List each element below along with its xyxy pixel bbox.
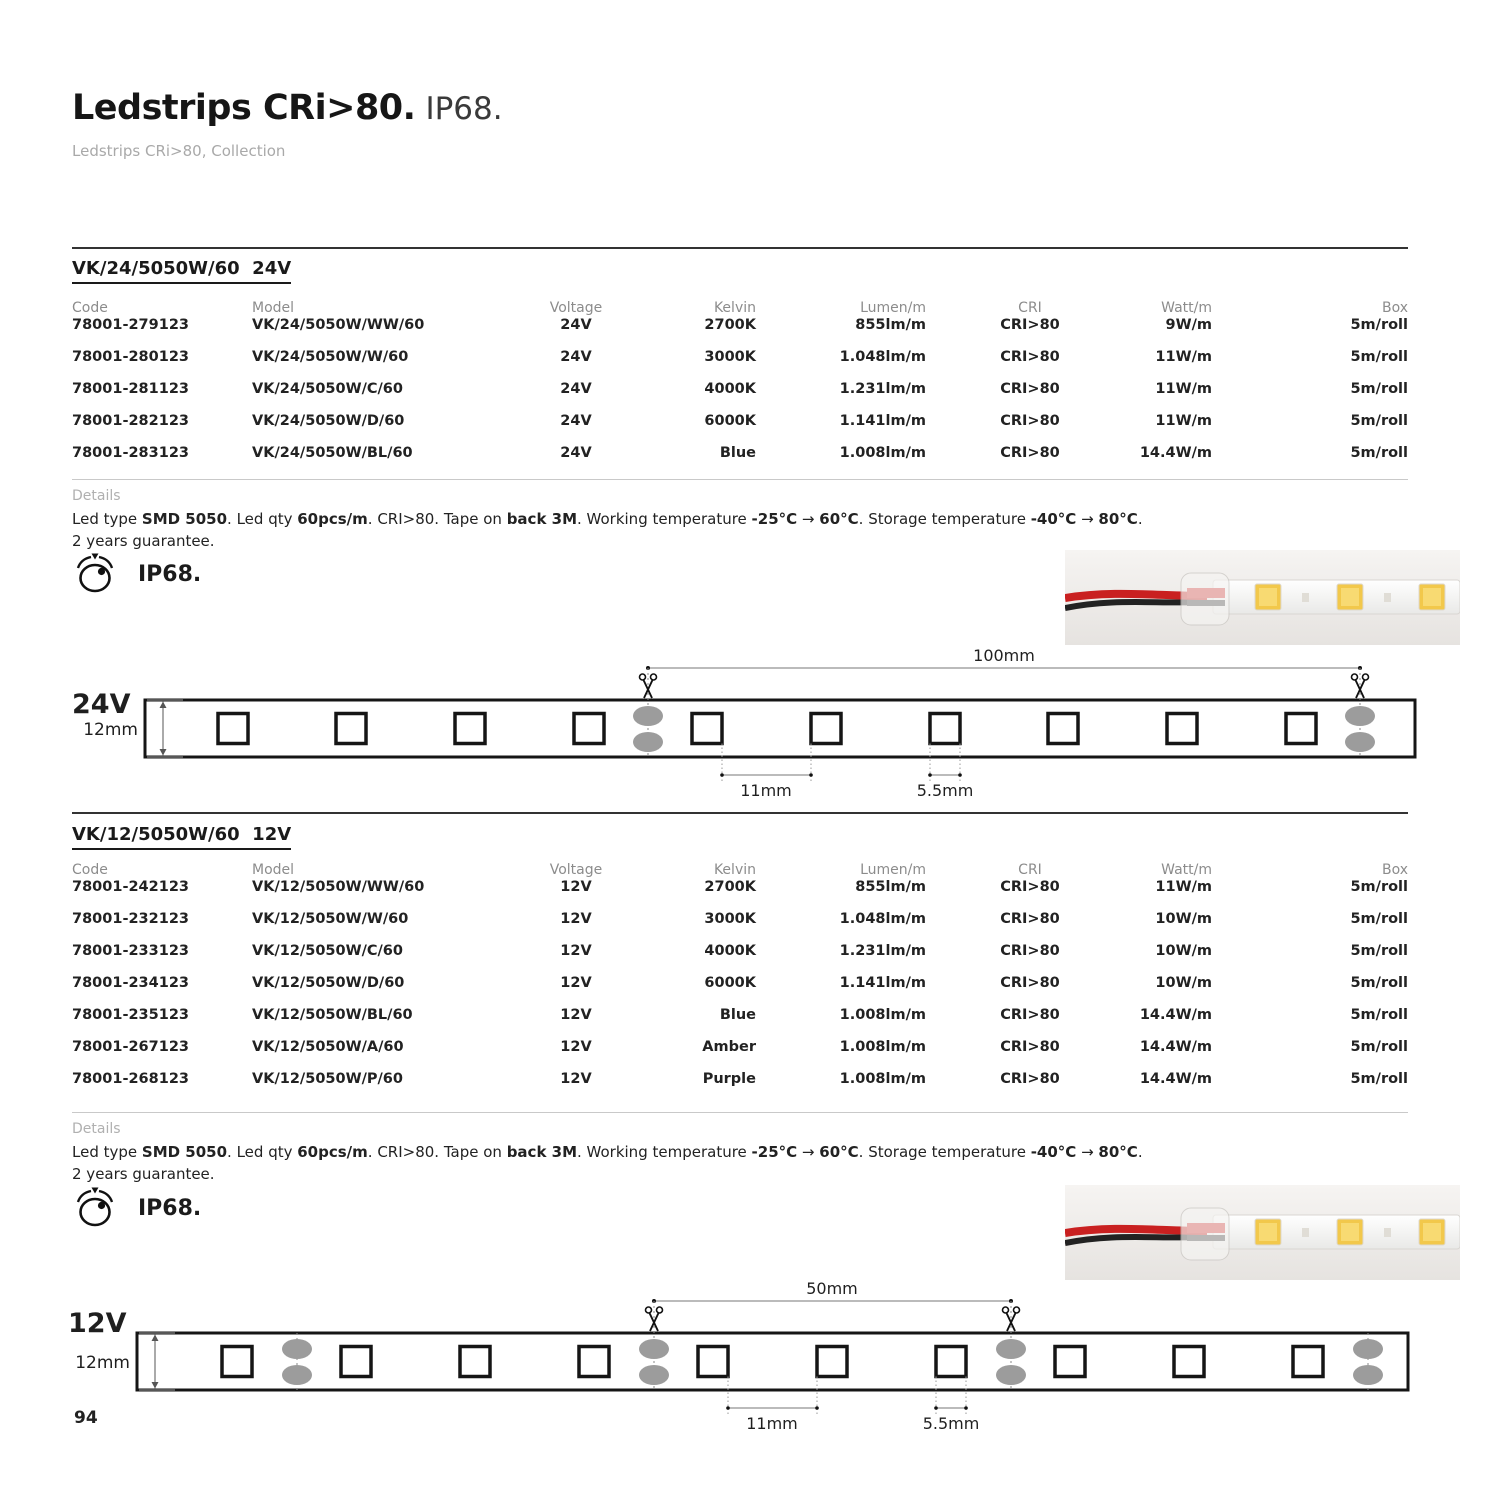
table-cell: Purple xyxy=(702,1071,756,1087)
table-cell: Lumen/m xyxy=(860,862,926,878)
table-cell: 3000K xyxy=(704,911,756,927)
scissors-icon xyxy=(651,674,657,680)
details-text-plain: . Working temperature xyxy=(577,510,752,528)
table-cell: 12V xyxy=(560,975,592,991)
table-cell: 5m/roll xyxy=(1350,1071,1408,1087)
table-cell: CRI>80 xyxy=(1000,1039,1060,1055)
table-row xyxy=(72,381,1408,413)
led-width-label: 5.5mm xyxy=(916,781,974,800)
details-text-bold: SMD 5050 xyxy=(141,510,228,528)
led-chip-outline xyxy=(692,714,722,744)
details-text-bold: back 3M xyxy=(506,510,577,528)
details-block-24v xyxy=(72,488,1332,552)
table-cell: Box xyxy=(1381,862,1408,878)
table-cell: 1.141lm/m xyxy=(839,975,926,991)
table-cell: CRI>80 xyxy=(1000,317,1060,333)
table-cell: Lumen/m xyxy=(860,300,926,316)
table-cell: VK/12/5050W/D/60 xyxy=(252,975,405,991)
table-cell: 1.008lm/m xyxy=(839,1039,926,1055)
table-cell: 11W/m xyxy=(1155,879,1212,895)
ip-rating-row-12v xyxy=(70,1186,201,1230)
details-text-plain: . Led qty xyxy=(227,510,298,528)
table-cell: 1.231lm/m xyxy=(839,943,926,959)
solder-pad xyxy=(282,1339,312,1359)
strip-diagram-12v xyxy=(0,1278,1500,1443)
led-chip-outline xyxy=(930,714,960,744)
table-cell: 5m/roll xyxy=(1350,879,1408,895)
table-cell: 3000K xyxy=(704,349,756,365)
product-photo-12v xyxy=(1065,1185,1460,1280)
dim-end-dot xyxy=(809,773,813,777)
table-cell: 10W/m xyxy=(1155,943,1212,959)
led-chip-outline xyxy=(1167,714,1197,744)
table-cell: Voltage xyxy=(549,862,603,878)
table-cell: 855lm/m xyxy=(855,879,926,895)
scissors-icon xyxy=(1003,1307,1009,1313)
details-text-bold: -40°C xyxy=(1030,510,1077,528)
solder-pad xyxy=(639,1339,669,1359)
table-row xyxy=(72,943,1408,975)
led-chip-outline xyxy=(936,1347,966,1377)
table-cell: 24V xyxy=(560,317,592,333)
details-text-plain: . Led qty xyxy=(227,1143,298,1161)
details-label: Details xyxy=(72,488,121,504)
table-cell: CRI xyxy=(1018,300,1042,316)
led-chip-outline xyxy=(574,714,604,744)
details-text-bold: 80°C xyxy=(1098,1143,1138,1161)
table-cell: CRI>80 xyxy=(1000,381,1060,397)
table-cell: 6000K xyxy=(704,975,756,991)
section-divider xyxy=(72,812,1408,814)
led-chip-outline xyxy=(336,714,366,744)
dim-end-dot xyxy=(964,1406,968,1410)
solder-pad xyxy=(1353,1365,1383,1385)
table-cell: 2700K xyxy=(704,317,756,333)
table-cell: VK/12/5050W/BL/60 xyxy=(252,1007,413,1023)
table-cell: Kelvin xyxy=(713,862,756,878)
table-cell: CRI>80 xyxy=(1000,911,1060,927)
details-text-plain: . CRI>80. Tape on xyxy=(367,510,507,528)
table-cell: 78001-242123 xyxy=(72,879,189,895)
led-width-label: 5.5mm xyxy=(922,1414,980,1433)
led-chip-outline xyxy=(817,1347,847,1377)
table-cell: 12V xyxy=(560,879,592,895)
table-cell: 6000K xyxy=(704,413,756,429)
table-cell: 4000K xyxy=(704,943,756,959)
table-cell: 24V xyxy=(560,381,592,397)
table-cell: CRI>80 xyxy=(1000,879,1060,895)
table-cell: Voltage xyxy=(549,300,603,316)
table-cell: 12V xyxy=(560,1039,592,1055)
table-cell: 24V xyxy=(560,445,592,461)
scissors-icon xyxy=(646,1307,652,1313)
table-cell: 78001-281123 xyxy=(72,381,189,397)
table-row xyxy=(72,349,1408,381)
table-cell: 9W/m xyxy=(1165,317,1212,333)
ip-rating-row-24v xyxy=(70,552,201,596)
details-guarantee: 2 years guarantee. xyxy=(72,532,215,550)
led-chip-outline xyxy=(341,1347,371,1377)
led-chip-outline xyxy=(579,1347,609,1377)
table-cell: 24V xyxy=(560,413,592,429)
table-cell: 12V xyxy=(560,1007,592,1023)
scissors-icon xyxy=(1352,674,1358,680)
section-heading-12v: VK/12/5050W/60 12V xyxy=(72,824,291,850)
table-row xyxy=(72,317,1408,349)
led-chip-outline xyxy=(218,714,248,744)
strip-diagram-24v xyxy=(0,645,1500,810)
table-cell: Watt/m xyxy=(1161,862,1212,878)
table-cell: 5m/roll xyxy=(1350,317,1408,333)
waterproof-knob-icon xyxy=(70,1186,120,1230)
solder-pad xyxy=(1345,706,1375,726)
table-cell: 78001-283123 xyxy=(72,445,189,461)
table-cell: 5m/roll xyxy=(1350,975,1408,991)
page-number: 94 xyxy=(74,1408,98,1428)
table-cell: 4000K xyxy=(704,381,756,397)
table-cell: 14.4W/m xyxy=(1139,1007,1212,1023)
table-cell: 1.141lm/m xyxy=(839,413,926,429)
led-gap-label: 11mm xyxy=(740,781,792,800)
details-text-bold: 60pcs/m xyxy=(297,510,368,528)
details-text-plain: → xyxy=(797,510,820,528)
table-cell: 2700K xyxy=(704,879,756,895)
table-cell: CRI>80 xyxy=(1000,975,1060,991)
details-text xyxy=(72,508,1332,530)
led-chip-outline xyxy=(698,1347,728,1377)
table-cell: 5m/roll xyxy=(1350,381,1408,397)
table-row xyxy=(72,1071,1408,1103)
details-text-plain: . CRI>80. Tape on xyxy=(367,1143,507,1161)
details-text-plain: . Storage temperature xyxy=(858,510,1031,528)
table-cell: 1.008lm/m xyxy=(839,445,926,461)
page-title xyxy=(72,88,503,128)
table-row xyxy=(72,1007,1408,1039)
table-cell: 1.048lm/m xyxy=(839,349,926,365)
scissors-icon xyxy=(1014,1307,1020,1313)
table-cell: Model xyxy=(252,862,295,878)
table-cell: CRI>80 xyxy=(1000,943,1060,959)
details-divider xyxy=(72,479,1408,480)
scissors-icon xyxy=(640,674,646,680)
table-row xyxy=(72,911,1408,943)
table-cell: 5m/roll xyxy=(1350,911,1408,927)
details-text-plain: . xyxy=(1137,1143,1143,1161)
table-row xyxy=(72,879,1408,911)
details-text-plain: . xyxy=(1137,510,1143,528)
table-cell: CRI>80 xyxy=(1000,1071,1060,1087)
led-chip-outline xyxy=(1293,1347,1323,1377)
details-text xyxy=(72,1141,1332,1163)
table-cell: 78001-282123 xyxy=(72,413,189,429)
section-heading-24v: VK/24/5050W/60 24V xyxy=(72,258,291,284)
solder-pad xyxy=(1353,1339,1383,1359)
table-row xyxy=(72,445,1408,477)
table-cell: VK/12/5050W/P/60 xyxy=(252,1071,403,1087)
table-row xyxy=(72,413,1408,445)
led-chip-outline xyxy=(1286,714,1316,744)
strip-outline xyxy=(137,1333,1408,1390)
details-text-bold: -25°C xyxy=(751,1143,798,1161)
table-cell: 78001-280123 xyxy=(72,349,189,365)
table-cell: 1.231lm/m xyxy=(839,381,926,397)
table-cell: 855lm/m xyxy=(855,317,926,333)
details-text-plain: Led type xyxy=(72,1143,142,1161)
details-text-plain: → xyxy=(797,1143,820,1161)
table-cell: 78001-279123 xyxy=(72,317,189,333)
table-cell: VK/24/5050W/D/60 xyxy=(252,413,405,429)
strip-height-label: 12mm xyxy=(83,720,138,740)
scissors-icon xyxy=(1363,674,1369,680)
solder-pad xyxy=(282,1365,312,1385)
table-cell: 5m/roll xyxy=(1350,445,1408,461)
ip68-label: IP68. xyxy=(138,1195,202,1221)
table-cell: 10W/m xyxy=(1155,911,1212,927)
led-chip-outline xyxy=(1174,1347,1204,1377)
details-text-bold: SMD 5050 xyxy=(141,1143,228,1161)
table-cell: VK/12/5050W/WW/60 xyxy=(252,879,425,895)
table-cell: VK/12/5050W/W/60 xyxy=(252,911,409,927)
table-cell: 5m/roll xyxy=(1350,349,1408,365)
table-cell: 14.4W/m xyxy=(1139,1039,1212,1055)
voltage-label: 12V xyxy=(68,1308,127,1339)
ip68-label: IP68. xyxy=(138,561,202,587)
details-text-bold: -25°C xyxy=(751,510,798,528)
solder-pad xyxy=(996,1339,1026,1359)
details-guarantee: 2 years guarantee. xyxy=(72,1165,215,1183)
solder-pad xyxy=(1345,732,1375,752)
strip-height-label: 12mm xyxy=(75,1353,130,1373)
section-divider xyxy=(72,247,1408,249)
details-text-plain: → xyxy=(1076,510,1099,528)
led-strip-photo-image xyxy=(1065,1185,1460,1280)
table-cell: 5m/roll xyxy=(1350,1007,1408,1023)
dim-end-dot xyxy=(934,1406,938,1410)
dim-end-dot xyxy=(815,1406,819,1410)
scissors-icon xyxy=(657,1307,663,1313)
led-chip-outline xyxy=(460,1347,490,1377)
table-cell: Code xyxy=(72,300,108,316)
table-cell: 5m/roll xyxy=(1350,413,1408,429)
table-cell: Watt/m xyxy=(1161,300,1212,316)
product-table-24v xyxy=(72,300,1408,477)
table-cell: 78001-268123 xyxy=(72,1071,189,1087)
waterproof-knob-icon xyxy=(70,552,120,596)
product-photo-24v xyxy=(1065,550,1460,645)
table-cell: 12V xyxy=(560,911,592,927)
solder-pad xyxy=(639,1365,669,1385)
table-cell: 12V xyxy=(560,943,592,959)
table-cell: Box xyxy=(1381,300,1408,316)
table-cell: 14.4W/m xyxy=(1139,1071,1212,1087)
table-cell: VK/12/5050W/C/60 xyxy=(252,943,403,959)
details-text-bold: -40°C xyxy=(1030,1143,1077,1161)
led-chip-outline xyxy=(455,714,485,744)
table-cell: VK/24/5050W/W/60 xyxy=(252,349,409,365)
table-cell: Blue xyxy=(719,445,756,461)
details-text-plain: . Working temperature xyxy=(577,1143,752,1161)
table-header-row xyxy=(72,862,1408,879)
led-chip-outline xyxy=(1055,1347,1085,1377)
details-text-bold: 60pcs/m xyxy=(297,1143,368,1161)
led-gap-label: 11mm xyxy=(746,1414,798,1433)
dim-end-dot xyxy=(958,773,962,777)
voltage-label: 24V xyxy=(72,689,131,720)
table-cell: CRI>80 xyxy=(1000,413,1060,429)
details-text-bold: 60°C xyxy=(819,1143,859,1161)
table-cell: CRI xyxy=(1018,862,1042,878)
table-cell: CRI>80 xyxy=(1000,1007,1060,1023)
led-chip-outline xyxy=(1048,714,1078,744)
details-text-plain: → xyxy=(1076,1143,1099,1161)
details-divider xyxy=(72,1112,1408,1113)
table-cell: 11W/m xyxy=(1155,381,1212,397)
solder-pad xyxy=(633,706,663,726)
table-row xyxy=(72,1039,1408,1071)
dim-end-dot xyxy=(928,773,932,777)
table-cell: 5m/roll xyxy=(1350,943,1408,959)
table-row xyxy=(72,975,1408,1007)
page-title-main: Ledstrips CRi>80. xyxy=(72,88,416,128)
led-chip-outline xyxy=(222,1347,252,1377)
details-text-bold: 60°C xyxy=(819,510,859,528)
page-title-suffix: IP68. xyxy=(425,91,503,127)
table-cell: 1.008lm/m xyxy=(839,1007,926,1023)
solder-pad xyxy=(633,732,663,752)
table-cell: VK/24/5050W/C/60 xyxy=(252,381,403,397)
table-header-row xyxy=(72,300,1408,317)
product-table-12v xyxy=(72,862,1408,1103)
page-subtitle: Ledstrips CRi>80, Collection xyxy=(72,142,286,160)
table-cell: 14.4W/m xyxy=(1139,445,1212,461)
led-chip-outline xyxy=(811,714,841,744)
cut-length-label: 50mm xyxy=(806,1279,858,1298)
solder-pad xyxy=(996,1365,1026,1385)
dim-end-dot xyxy=(720,773,724,777)
led-strip-photo-image xyxy=(1065,550,1460,645)
dim-end-dot xyxy=(726,1406,730,1410)
table-cell: 1.008lm/m xyxy=(839,1071,926,1087)
table-cell: 78001-267123 xyxy=(72,1039,189,1055)
cut-length-label: 100mm xyxy=(973,646,1035,665)
table-cell: 5m/roll xyxy=(1350,1039,1408,1055)
details-text-plain: Led type xyxy=(72,510,142,528)
table-cell: 78001-233123 xyxy=(72,943,189,959)
details-label: Details xyxy=(72,1121,121,1137)
table-cell: 78001-235123 xyxy=(72,1007,189,1023)
table-cell: 10W/m xyxy=(1155,975,1212,991)
table-cell: Code xyxy=(72,862,108,878)
table-cell: Kelvin xyxy=(713,300,756,316)
details-text-bold: 80°C xyxy=(1098,510,1138,528)
details-text-plain: . Storage temperature xyxy=(858,1143,1031,1161)
table-cell: VK/24/5050W/BL/60 xyxy=(252,445,413,461)
table-cell: 11W/m xyxy=(1155,349,1212,365)
table-cell: CRI>80 xyxy=(1000,445,1060,461)
table-cell: 24V xyxy=(560,349,592,365)
table-cell: Amber xyxy=(702,1039,756,1055)
table-cell: 78001-232123 xyxy=(72,911,189,927)
table-cell: VK/12/5050W/A/60 xyxy=(252,1039,404,1055)
details-block-12v xyxy=(72,1121,1332,1185)
table-cell: 1.048lm/m xyxy=(839,911,926,927)
table-cell: CRI>80 xyxy=(1000,349,1060,365)
table-cell: Model xyxy=(252,300,295,316)
details-text-bold: back 3M xyxy=(506,1143,577,1161)
table-cell: Blue xyxy=(719,1007,756,1023)
table-cell: 12V xyxy=(560,1071,592,1087)
table-cell: VK/24/5050W/WW/60 xyxy=(252,317,425,333)
table-cell: 78001-234123 xyxy=(72,975,189,991)
table-cell: 11W/m xyxy=(1155,413,1212,429)
